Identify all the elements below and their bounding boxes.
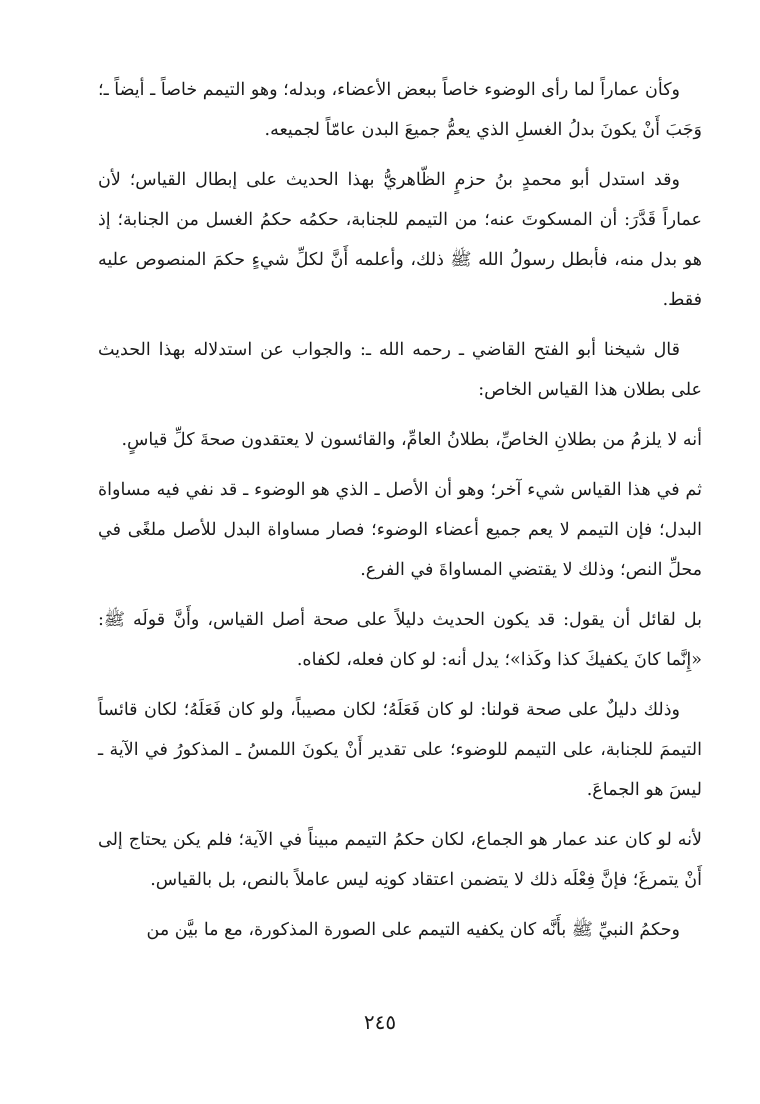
paragraph-9: وحكمُ النبيِّ ﷺ بأَنَّه كان يكفيه التيمم على الصورة المذكورة، مع ما بيَّن من (146, 920, 680, 940)
paragraph-1: وكأن عماراً لما رأى الوضوء خاصاً ببعض الأعضاء، وبدله؛ وهو التيمم خاصاً ـ أيضاً ـ؛ وَجَبَ أَنْ يكونَ بدلُ الغسلِ الذي يعمُّ جميعَ البدن عامّاً لجميعه. (98, 80, 702, 140)
paragraph-4: أنه لا يلزمُ من بطلانِ الخاصِّ، بطلانُ العامِّ، والقائسون لا يعتقدون صحةَ كلِّ قياسٍ. (121, 430, 702, 450)
page-number: ٢٤٥ (363, 1010, 397, 1034)
paragraph-8: لأنه لو كان عند عمار هو الجماع، لكان حكمُ التيمم مبيناً في الآية؛ فلم يكن يحتاج إلى أَنْ يتمرغَ؛ فإنَّ فِعْلَه ذلك لا يتضمن اعتقاد كونِه ليس عاملاً بالنص، بل بالقياس. (98, 830, 702, 890)
paragraph-2: وقد استدل أبو محمدٍ بنُ حزمٍ الظّاهريُّ بهذا الحديث على إبطال القياس؛ لأن عماراً قَدَّرَ: أن المسكوتَ عنه؛ من التيمم للجنابة، حكمُه حكمُ الغسل من الجنابة؛ إذ هو بدل منه، فأبطل رسولُ الله ﷺ ذلك، وأعلمه أَنَّ لكلِّ شيءٍ حكمَ المنصوص عليه فقط. (98, 170, 702, 310)
paragraph-3: قال شيخنا أبو الفتح القاضي ـ رحمه الله ـ: والجواب عن استدلاله بهذا الحديث على بطلان هذا القياس الخاص: (98, 340, 702, 400)
paragraph-5: ثم في هذا القياس شيء آخر؛ وهو أن الأصل ـ الذي هو الوضوء ـ قد نفي فيه مساواة البدل؛ فإن التيمم لا يعم جميع أعضاء الوضوء؛ فصار مساواة البدل للأصل ملغًى في محلِّ النص؛ وذلك لا يقتضي المساواةَ في الفرع. (98, 480, 702, 580)
main-text (98, 70, 702, 960)
paragraph-6: بل لقائل أن يقول: قد يكون الحديث دليلاً على صحة أصل القياس، وأَنَّ قولَه ﷺ: «إِنَّما كانَ يكفيكَ كذا وكَذا»؛ يدل أنه: لو كان فعله، لكفاه. (98, 610, 702, 670)
paragraph-7: وذلك دليلٌ على صحة قولنا: لو كان فَعَلَهُ؛ لكان مصيباً، ولو كان فَعَلَهُ؛ لكان قائساً التيممَ للجنابة، على التيمم للوضوء؛ على تقدير أَنْ يكونَ اللمسُ ـ المذكورُ في الآية ـ ليسَ هو الجماعَ. (98, 700, 702, 800)
